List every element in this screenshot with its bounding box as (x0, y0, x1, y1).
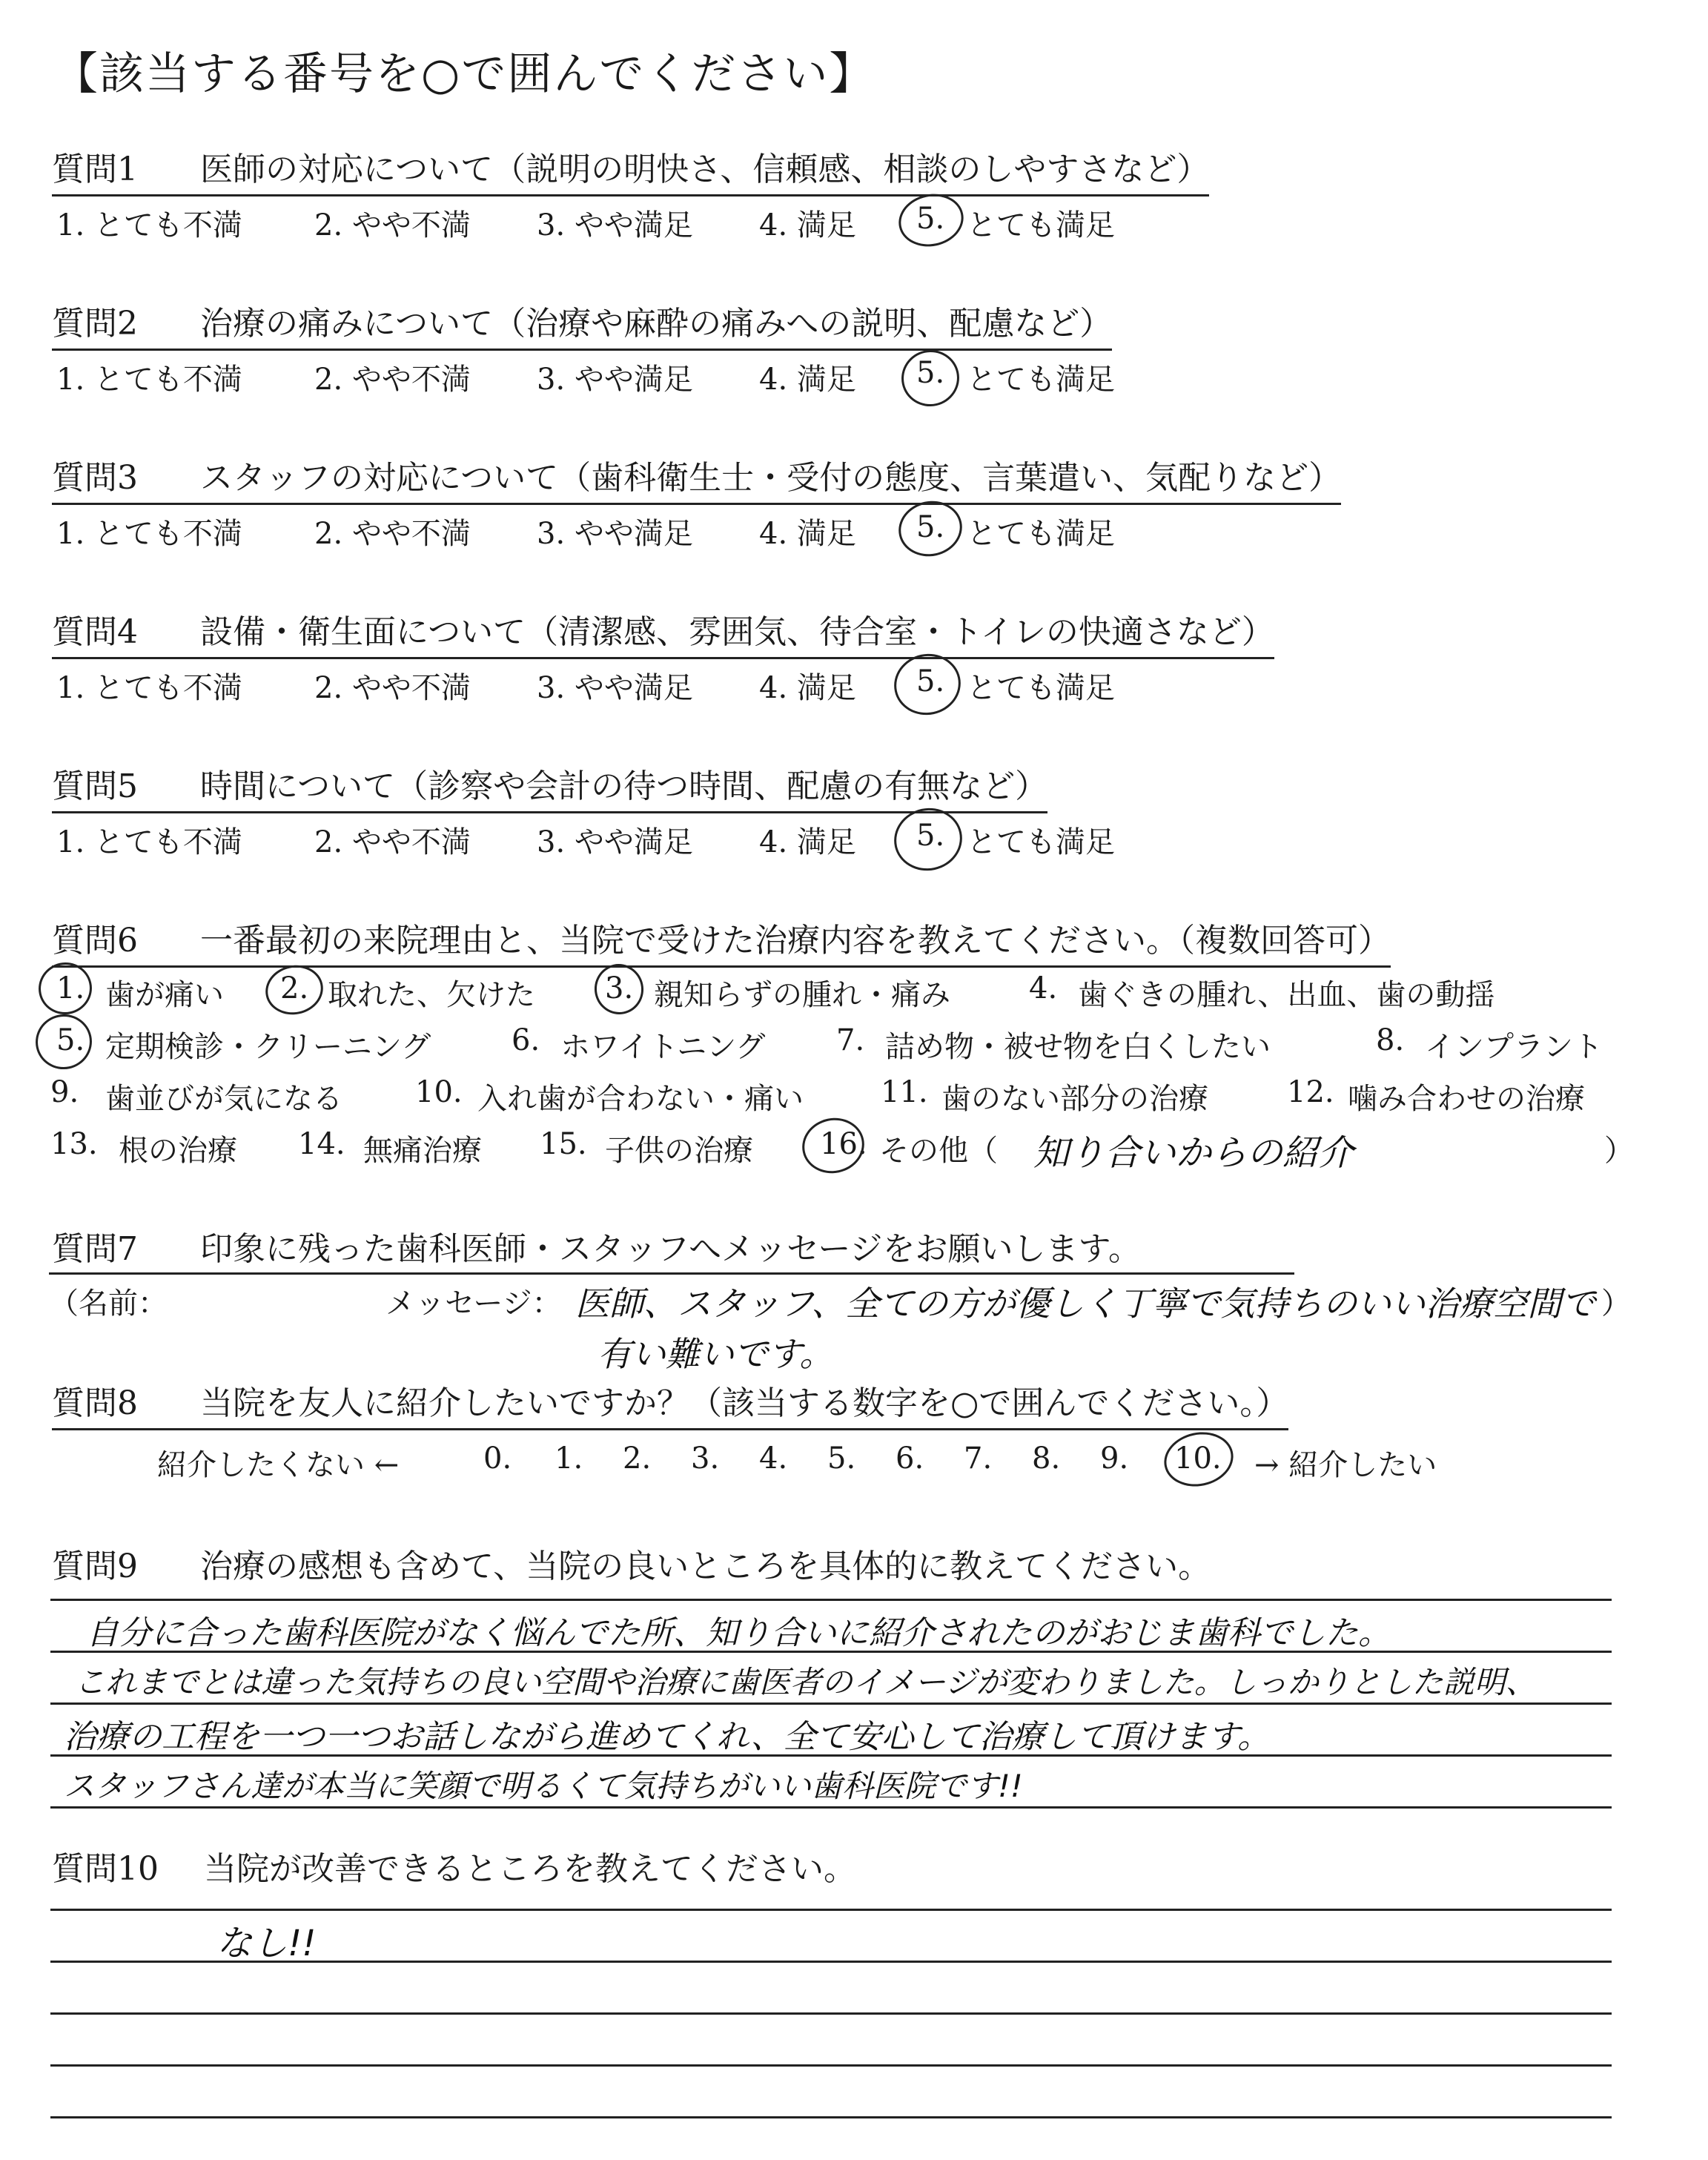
question-10 (52, 1842, 856, 1894)
scale-5[interactable]: 5. (827, 1441, 856, 1476)
option-label: 取れた、欠けた (328, 978, 535, 1012)
option-5[interactable]: 5. (916, 819, 945, 853)
option-4[interactable]: 4. 満足 (759, 825, 856, 859)
scale-4[interactable]: 4. (759, 1441, 788, 1476)
question-9 (52, 1539, 1211, 1591)
option-5-label: とても満足 (967, 825, 1115, 859)
scale-1[interactable]: 1. (555, 1441, 583, 1476)
option-label: 子供の治療 (605, 1134, 753, 1168)
selected-circle-mark (893, 495, 967, 562)
option-number[interactable]: 1. (56, 971, 85, 1005)
question-number: 質問9 (52, 1548, 138, 1585)
selected-circle-mark (1159, 1426, 1239, 1493)
option-number[interactable]: 16. (820, 1127, 867, 1161)
scale-9[interactable]: 9. (1100, 1441, 1129, 1476)
question-4 (52, 605, 1274, 659)
option-number[interactable]: 13. (50, 1127, 98, 1161)
answer-line (50, 2064, 1612, 2067)
message-handwritten-line-1: 医師、スタッフ、全ての方が優しく丁寧で気持ちのいい治療空間で (575, 1284, 1596, 1324)
option-number[interactable]: 6. (512, 1023, 540, 1057)
answer-handwritten-line-4: スタッフさん達が本当に笑顔で明るくて気持ちがいい歯科医院です!! (64, 1768, 1023, 1804)
option-2[interactable]: 2. やや不満 (314, 825, 471, 859)
question-text: 印象に残った歯科医師・スタッフへメッセージをお願いします。 (200, 1230, 1141, 1268)
question-number: 質問2 (52, 305, 138, 343)
option-1[interactable]: 1. とても不満 (56, 825, 242, 859)
option-3[interactable]: 3. やや満足 (537, 363, 693, 397)
option-number[interactable]: 2. (280, 971, 309, 1005)
answer-handwritten-line-3: 治療の工程を一つ一つお話しながら進めてくれ、全て安心して治療して頂けます。 (64, 1718, 1271, 1756)
question-number: 質問5 (52, 767, 138, 805)
option-2[interactable]: 2. やや不満 (314, 363, 471, 397)
option-label: 親知らずの腫れ・痛み (654, 978, 950, 1012)
improvement-handwritten-answer: なし!! (216, 1923, 317, 1964)
selected-circle-mark (896, 345, 964, 412)
option-label: 入れ歯が合わない・痛い (477, 1082, 804, 1116)
option-label: ホワイトニング (560, 1030, 766, 1064)
option-label: 詰め物・被せ物を白くしたい (885, 1030, 1271, 1064)
option-2[interactable]: 2. やや不満 (314, 517, 471, 551)
option-label: 歯が痛い (105, 978, 224, 1012)
option-1[interactable]: 1. とても不満 (56, 363, 242, 397)
question-text: スタッフの対応について（歯科衛生士・受付の態度、言葉遣い、気配りなど） (200, 459, 1342, 497)
option-number[interactable]: 15. (540, 1127, 587, 1161)
option-1[interactable]: 1. とても不満 (56, 671, 242, 705)
message-handwritten-line-2: 有い難いです。 (598, 1334, 834, 1374)
option-1[interactable]: 1. とても不満 (56, 517, 242, 551)
option-label: インプラント (1425, 1030, 1603, 1064)
question-text: 一番最初の来院理由と、当院で受けた治療内容を教えてください。（複数回答可） (200, 922, 1391, 960)
option-label: その他（ (879, 1134, 998, 1168)
scale-2[interactable]: 2. (623, 1441, 652, 1476)
option-number[interactable]: 7. (836, 1023, 865, 1057)
option-label: 噛み合わせの治療 (1348, 1082, 1585, 1116)
name-label: （名前： (49, 1287, 168, 1321)
message-close-paren: ） (1601, 1287, 1631, 1321)
scale-3[interactable]: 3. (691, 1441, 720, 1476)
answer-line (50, 1909, 1612, 1911)
selected-circle-mark (590, 960, 649, 1019)
option-label: 根の治療 (119, 1134, 237, 1168)
question-3 (52, 451, 1341, 505)
other-close-paren: ） (1604, 1134, 1634, 1168)
answer-line (50, 1806, 1612, 1809)
option-number[interactable]: 8. (1376, 1023, 1405, 1057)
selected-circle-mark (30, 1009, 97, 1074)
option-number[interactable]: 10. (415, 1075, 463, 1109)
question-2 (52, 297, 1112, 351)
question-7 (52, 1222, 1141, 1274)
selected-circle-mark (797, 1112, 870, 1179)
selected-circle-mark (894, 188, 969, 253)
question-number: 質問4 (52, 613, 138, 651)
scale-10[interactable]: 10. (1174, 1441, 1222, 1476)
question-7-underline (49, 1272, 1294, 1275)
option-3[interactable]: 3. やや満足 (537, 517, 693, 551)
option-2[interactable]: 2. やや不満 (314, 208, 471, 242)
option-number[interactable]: 4. (1029, 971, 1058, 1005)
question-number: 質問1 (52, 151, 138, 188)
scale-8[interactable]: 8. (1032, 1441, 1061, 1476)
question-text: 医師の対応について（説明の明快さ、信頼感、相談のしやすさなど） (200, 151, 1210, 188)
option-label: 定期検診・クリーニング (105, 1030, 431, 1064)
answer-line (50, 1702, 1612, 1705)
answer-line (50, 1599, 1612, 1601)
option-5[interactable]: 5. (916, 202, 945, 236)
option-label: 歯のない部分の治療 (941, 1082, 1208, 1116)
option-number[interactable]: 3. (605, 971, 634, 1005)
option-label: 無痛治療 (363, 1134, 482, 1168)
option-number[interactable]: 11. (881, 1075, 928, 1109)
question-number: 質問10 (52, 1850, 159, 1888)
option-number[interactable]: 5. (56, 1023, 85, 1057)
question-6 (52, 914, 1391, 968)
option-number[interactable]: 9. (50, 1075, 79, 1109)
scale-6[interactable]: 6. (896, 1441, 924, 1476)
option-2[interactable]: 2. やや不満 (314, 671, 471, 705)
question-text: 当院が改善できるところを教えてください。 (204, 1850, 856, 1888)
option-4[interactable]: 4. 満足 (759, 517, 856, 551)
answer-handwritten-line-1: 自分に合った歯科医院がなく悩んでた所、知り合いに紹介されたのがおじま歯科でした。 (86, 1614, 1391, 1652)
scale-7[interactable]: 7. (964, 1441, 993, 1476)
scale-0[interactable]: 0. (483, 1441, 512, 1476)
answer-handwritten-line-2: これまでとは違った気持ちの良い空間や治療に歯医者のイメージが変わりました。しっかりとした説明、 (74, 1664, 1537, 1700)
selected-circle-mark (261, 960, 328, 1020)
option-3[interactable]: 3. やや満足 (537, 671, 693, 705)
question-number: 質問7 (52, 1230, 138, 1268)
message-label: メッセージ： (385, 1287, 562, 1321)
option-5[interactable]: 5. (916, 356, 945, 390)
option-3[interactable]: 3. やや満足 (537, 825, 693, 859)
option-5-label: とても満足 (967, 517, 1115, 551)
page-title: 【該当する番号を○で囲んでください】 (53, 48, 875, 100)
option-5-label: とても満足 (967, 208, 1115, 242)
question-5 (52, 759, 1047, 813)
question-text: 時間について（診察や会計の待つ時間、配慮の有無など） (200, 767, 1048, 805)
option-3[interactable]: 3. やや満足 (537, 208, 693, 242)
question-8 (52, 1376, 1288, 1430)
recommend-right-label: → 紹介したい (1254, 1448, 1437, 1482)
question-text: 当院を友人に紹介したいですか？（該当する数字を○で囲んでください。） (200, 1384, 1289, 1422)
option-number[interactable]: 12. (1287, 1075, 1334, 1109)
option-4[interactable]: 4. 満足 (759, 208, 856, 242)
option-5-label: とても満足 (967, 363, 1115, 397)
option-4[interactable]: 4. 満足 (759, 363, 856, 397)
option-5[interactable]: 5. (916, 510, 945, 544)
option-1[interactable]: 1. とても不満 (56, 208, 242, 242)
question-text: 治療の痛みについて（治療や麻酔の痛みへの説明、配慮など） (200, 305, 1113, 343)
recommend-left-label: 紹介したくない ← (157, 1448, 400, 1482)
option-label: 歯並びが気になる (105, 1082, 342, 1116)
answer-line (50, 2012, 1612, 2015)
question-number: 質問6 (52, 922, 138, 960)
question-text: 設備・衛生面について（清潔感、雰囲気、待合室・トイレの快適さなど） (200, 613, 1274, 651)
answer-line (50, 2116, 1612, 2118)
option-label: 歯ぐきの腫れ、出血、歯の動揺 (1078, 978, 1495, 1012)
question-1 (52, 142, 1209, 196)
question-number: 質問3 (52, 459, 138, 497)
question-number: 質問8 (52, 1384, 138, 1422)
option-5-label: とても満足 (967, 671, 1115, 705)
option-number[interactable]: 14. (298, 1127, 345, 1161)
question-text: 治療の感想も含めて、当院の良いところを具体的に教えてください。 (200, 1548, 1211, 1585)
option-5[interactable]: 5. (916, 664, 945, 698)
option-4[interactable]: 4. 満足 (759, 671, 856, 705)
other-handwritten-answer: 知り合いからの紹介 (1033, 1132, 1354, 1174)
